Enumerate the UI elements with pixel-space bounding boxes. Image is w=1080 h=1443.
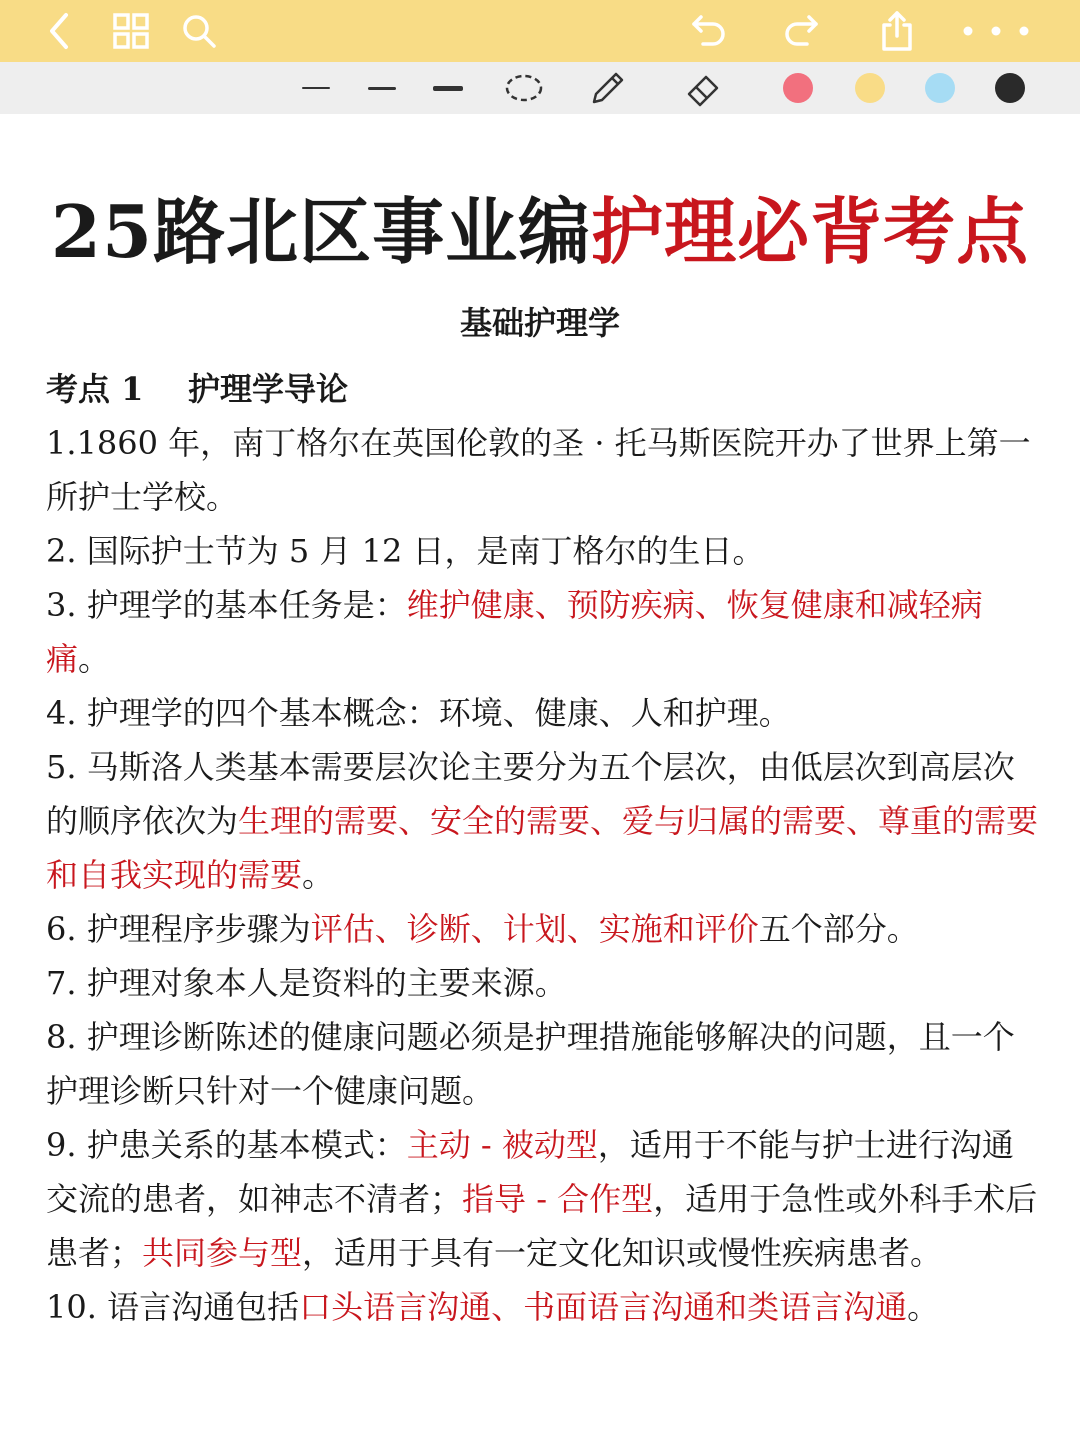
- thick-stroke-icon[interactable]: [428, 68, 468, 108]
- more-icon[interactable]: [956, 8, 1036, 54]
- section-subtitle: 基础护理学: [459, 304, 620, 342]
- list-item: 9. 护患关系的基本模式：主动 - 被动型，适用于不能与护士进行沟通交流的患者，如神志不清者；指导 - 合作型，适用于急性或外科手术后患者；共同参与型，适用于具有一定文化知识或慢性疾病患者。: [46, 1126, 1038, 1272]
- list-item: 6. 护理程序步骤为评估、诊断、计划、实施和评价五个部分。: [46, 910, 919, 948]
- undo-icon[interactable]: [686, 8, 732, 54]
- pen-color-black[interactable]: [990, 68, 1030, 108]
- list-item: 8. 护理诊断陈述的健康问题必须是护理措施能够解决的问题，且一个护理诊断只针对一个健康问题。: [46, 1018, 1015, 1110]
- note-page[interactable]: [0, 114, 1080, 1443]
- list-item: 2. 国际护士节为 5 月 12 日，是南丁格尔的生日。: [46, 532, 765, 570]
- medium-stroke-icon[interactable]: [362, 68, 402, 108]
- list-item: 10. 语言沟通包括口头语言沟通、书面语言沟通和类语言沟通。: [46, 1288, 940, 1326]
- section-heading: 考点 1 护理学导论: [46, 370, 348, 408]
- pen-color-yellow[interactable]: [850, 68, 890, 108]
- list-item: 1.1860 年，南丁格尔在英国伦敦的圣 · 托马斯医院开办了世界上第一所护士学校。: [46, 424, 1031, 516]
- top-app-bar: [0, 0, 1080, 62]
- list-item: 7. 护理对象本人是资料的主要来源。: [46, 964, 567, 1002]
- redo-icon[interactable]: [778, 8, 824, 54]
- search-icon[interactable]: [176, 8, 222, 54]
- lasso-icon[interactable]: [504, 68, 544, 108]
- thin-stroke-icon[interactable]: [296, 68, 336, 108]
- back-icon[interactable]: [36, 8, 82, 54]
- pen-toolbar: [0, 62, 1080, 114]
- share-icon[interactable]: [874, 8, 920, 54]
- list-item: 5. 马斯洛人类基本需要层次论主要分为五个层次，由低层次到高层次的顺序依次为生理的需要、安全的需要、爱与归属的需要、尊重的需要和自我实现的需要。: [46, 748, 1039, 894]
- pen-color-pink[interactable]: [778, 68, 818, 108]
- pencil-icon[interactable]: [588, 68, 628, 108]
- list-item: 3. 护理学的基本任务是：维护健康、预防疾病、恢复健康和减轻病痛。: [46, 586, 983, 678]
- pen-color-blue[interactable]: [920, 68, 960, 108]
- notes-body: [46, 362, 1040, 1334]
- eraser-icon[interactable]: [684, 68, 724, 108]
- grid-icon[interactable]: [108, 8, 154, 54]
- list-item: 4. 护理学的四个基本概念：环境、健康、人和护理。: [46, 694, 791, 732]
- page-title: 25路北区事业编护理必背考点: [50, 189, 1030, 274]
